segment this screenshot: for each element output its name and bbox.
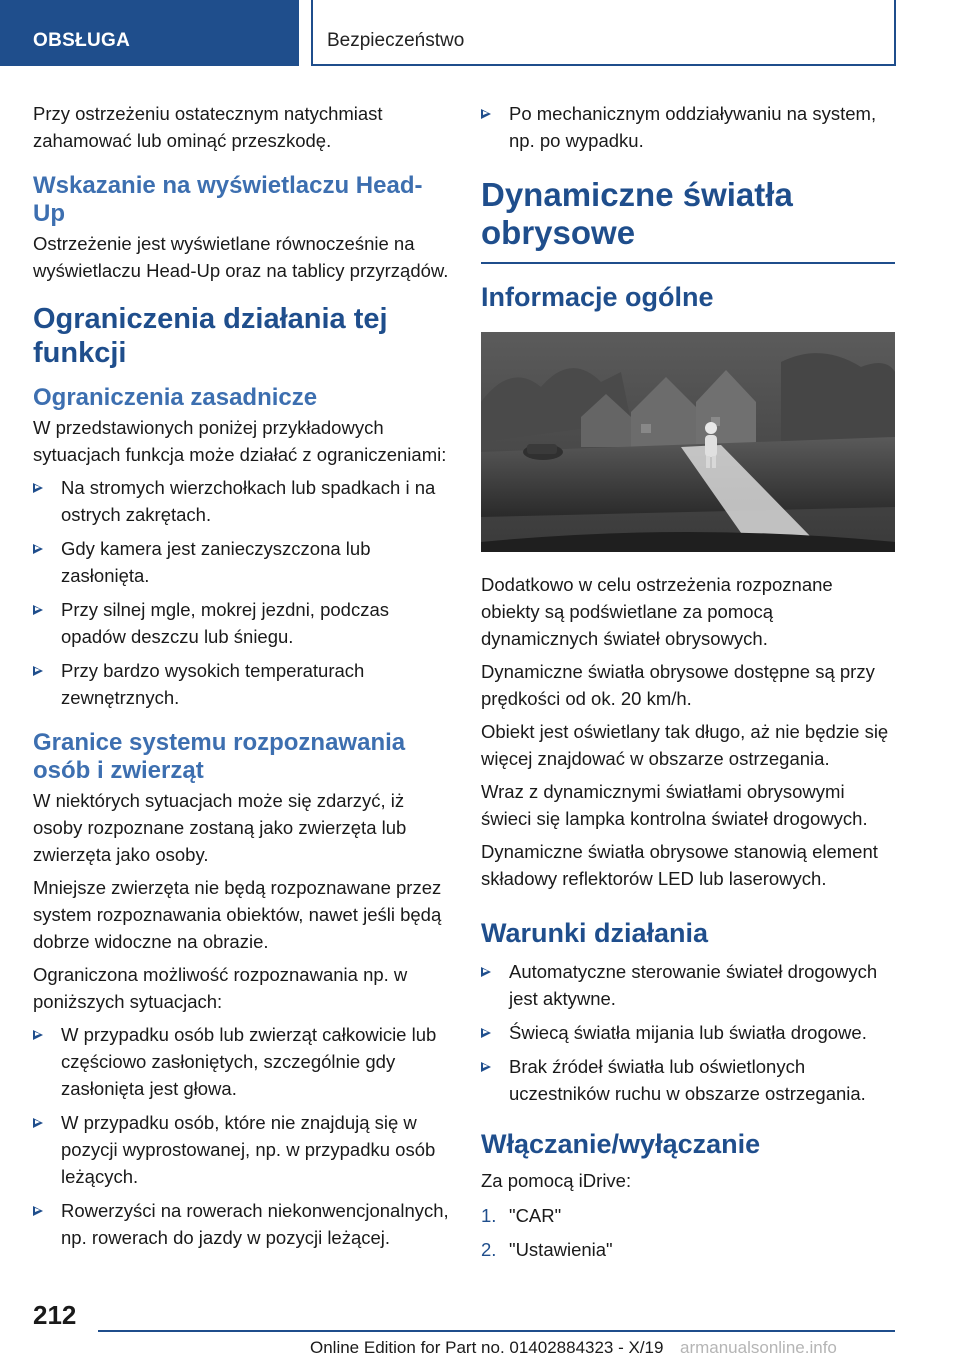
watermark-text: armanualsonline.info [680, 1338, 837, 1357]
night-road-illustration [481, 332, 895, 552]
list-item [33, 535, 449, 589]
list-item [33, 474, 449, 528]
list-item [481, 1019, 895, 1046]
list-item-text: Automatyczne sterowanie świateł drogowych jest aktywne. [509, 961, 878, 1009]
list-item [481, 958, 895, 1012]
section-title: Dynamiczne światła obrysowe [481, 176, 793, 251]
list-item [33, 1109, 449, 1190]
on-off-heading: Włączanie/wyłączanie [481, 1129, 761, 1159]
triangle-bullet-icon [33, 1118, 43, 1128]
limits-heading: Ograniczenia działania tej funkcji [33, 303, 388, 369]
step-number: 2. [481, 1239, 497, 1260]
info-paragraph-2: Dynamiczne światła obrysowe dostępne są przy prędkości od ok. 20 km/h. [481, 661, 875, 709]
list-item-text: Brak źródeł światła lub oświetlonych uczestników ruchu w obszarze ostrzegania. [509, 1056, 866, 1104]
info-paragraph-5: Dynamiczne światła obrysowe stanowią element składowy reflektorów LED lub laserowych. [481, 841, 878, 889]
triangle-bullet-icon [33, 1206, 43, 1216]
hud-paragraph: Ostrzeżenie jest wyświetlane równocześnie na wyświetlaczu Head-Up oraz na tablicy przyrządów. [33, 233, 449, 281]
step-label: "Ustawienia" [509, 1239, 613, 1260]
footer-edition: Online Edition for Part no. 01402884323 - X/19 [310, 1338, 664, 1357]
step-label: "CAR" [509, 1205, 562, 1226]
list-item [33, 657, 449, 711]
list-item-text: Gdy kamera jest zanieczyszczona lub zasłonięta. [61, 538, 371, 586]
info-paragraph-1: Dodatkowo w celu ostrzeżenia rozpoznane obiekty są podświetlane za pomocą dynamicznych świateł obrysowych. [481, 574, 833, 649]
detection-paragraph-1: W niektórych sytuacjach może się zdarzyć, iż osoby rozpoznane zostaną jako zwierzęta lub zwierzęta jako osoby. [33, 790, 407, 865]
basic-limits-list [33, 474, 449, 711]
right-column [481, 100, 895, 1270]
info-paragraph-3: Obiekt jest oświetlany tak długo, aż nie będzie się więcej znajdować w obszarze ostrzegania. [481, 721, 889, 769]
page-number: 212 [33, 1300, 77, 1330]
step-item [481, 1236, 895, 1263]
header-section-label: OBSŁUGA [33, 30, 131, 51]
triangle-bullet-icon [33, 666, 43, 676]
continued-list [481, 100, 895, 154]
hud-heading: Wskazanie na wyświetlaczu Head-Up [33, 172, 423, 227]
list-item-text: Przy bardzo wysokich temperaturach zewnętrznych. [61, 660, 365, 708]
header-section-tab [0, 0, 299, 66]
title-rule [481, 262, 895, 264]
detection-paragraph-2: Mniejsze zwierzęta nie będą rozpoznawane przez system rozpoznawania obiektów, nawet jeśli będą dobrze widoczne na obrazie. [33, 877, 442, 952]
list-item-text: Przy silnej mgle, mokrej jezdni, podczas opadów deszczu lub śniegu. [61, 599, 389, 647]
detection-limits-heading: Granice systemu rozpoznawania osób i zwierząt [33, 729, 406, 784]
triangle-bullet-icon [33, 1030, 43, 1040]
intro-paragraph: Przy ostrzeżeniu ostatecznym natychmiast zahamować lub ominąć przeszkodę. [33, 103, 383, 151]
list-item [33, 596, 449, 650]
list-item [481, 100, 895, 154]
basic-limits-heading: Ograniczenia zasadnicze [33, 384, 318, 411]
list-item [33, 1021, 449, 1102]
header-chapter-box [311, 0, 896, 66]
triangle-bullet-icon [481, 109, 491, 119]
conditions-list [481, 958, 895, 1107]
list-item-text: Świecą światła mijania lub światła drogowe. [509, 1022, 867, 1043]
triangle-bullet-icon [481, 1062, 491, 1072]
basic-limits-paragraph: W przedstawionych poniżej przykładowych sytuacjach funkcja może działać z ograniczeniami: [33, 417, 447, 465]
list-item-text: Rowerzyści na rowerach niekonwencjonalnych, np. rowerach do jazdy w pozycji leżącej. [61, 1200, 449, 1248]
detection-limits-list [33, 1021, 449, 1251]
steps-list [481, 1202, 895, 1263]
list-item-text: Po mechanicznym oddziaływaniu na system, np. po wypadku. [509, 103, 877, 151]
general-info-heading: Informacje ogólne [481, 282, 714, 312]
triangle-bullet-icon [481, 1028, 491, 1038]
left-column [33, 100, 449, 1258]
triangle-bullet-icon [33, 605, 43, 615]
detection-paragraph-3: Ograniczona możliwość rozpoznawania np. w poniższych sytuacjach: [33, 964, 408, 1012]
list-item [481, 1053, 895, 1107]
info-paragraph-4: Wraz z dynamicznymi światłami obrysowymi świeci się lampka kontrolna świateł drogowych. [481, 781, 868, 829]
footer-rule [98, 1330, 895, 1332]
conditions-heading: Warunki działania [481, 918, 709, 948]
triangle-bullet-icon [33, 544, 43, 554]
triangle-bullet-icon [33, 483, 43, 493]
header-chapter-label: Bezpieczeństwo [327, 30, 465, 51]
list-item [33, 1197, 449, 1251]
on-off-paragraph: Za pomocą iDrive: [481, 1170, 632, 1191]
list-item-text: W przypadku osób lub zwierząt całkowicie lub częściowo zasłoniętych, szczególnie gdy zasłonięta jest głowa. [61, 1024, 437, 1099]
step-item [481, 1202, 895, 1229]
step-number: 1. [481, 1205, 497, 1226]
list-item-text: Na stromych wierzchołkach lub spadkach i na ostrych zakrętach. [61, 477, 436, 525]
triangle-bullet-icon [481, 967, 491, 977]
list-item-text: W przypadku osób, które nie znajdują się w pozycji wyprostowanej, np. w przypadku osób leżących. [61, 1112, 436, 1187]
